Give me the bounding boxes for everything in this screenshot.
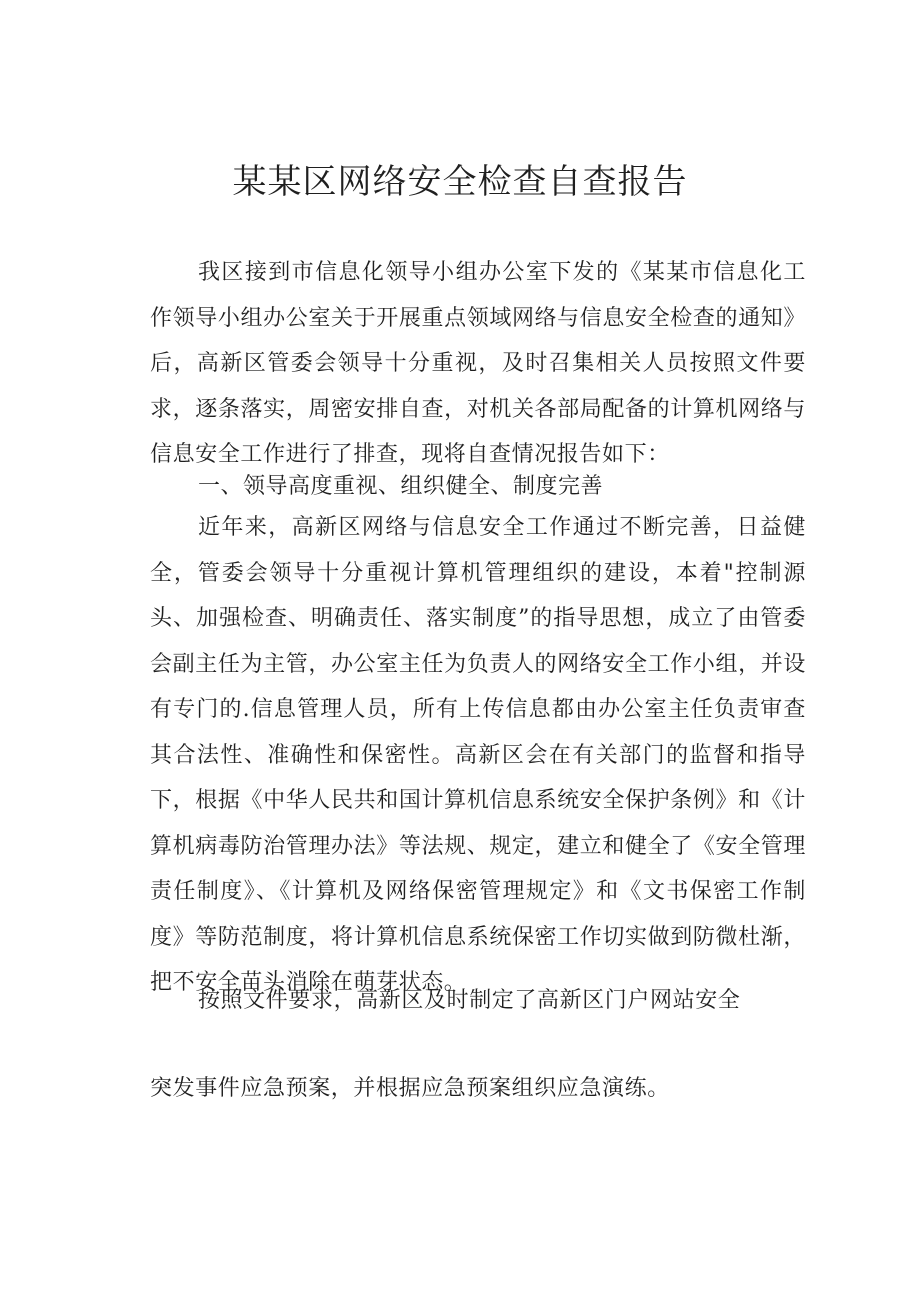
paragraph-emergency-plan-line-2: 突发事件应急预案，并根据应急预案组织应急演练。 [150, 1076, 670, 1101]
paragraph-emergency-plan-line-1: 按照文件要求，高新区及时制定了高新区门户网站安全 [198, 988, 741, 1013]
paragraph-intro: 我区接到市信息化领导小组办公室下发的《某某市信息化工作领导小组办公室关于开展重点领域网络与信息安全检查的通知》后，高新区管委会领导十分重视，及时召集相关人员按照文件要求，逐条落实，周密安排自查，对机关各部局配备的计算机网络与信息安全工作进行了排查，现将自查情况报告如下： [150, 260, 806, 467]
section-heading-1: 一、领导高度重视、组织健全、制度完善 [198, 474, 604, 499]
document-title: 某某区网络安全检查自查报告 [232, 162, 688, 202]
paragraph-section-1: 近年来，高新区网络与信息安全工作通过不断完善，日益健全，管委会领导十分重视计算机管理组织的建设，本着"控制源头、加强检查、明确责任、落实制度”的指导思想，成立了由管委会副主任为主管，办公室主任为负责人的网络安全工作小组，并设有专门的.信息管理人员，所有上传信息都由办公室主任负责审查其合法性、准确性和保密性。高新区会在有关部门的监督和指导下，根据《中华人民共和国计算机信息系统安全保护条例》和《计算机病毒防治管理办法》等法规、规定，建立和健全了《安全管理责任制度》、《计算机及网络保密管理规定》和《文书保密工作制度》等防范制度，将计算机信息系统保密工作切实做到防微杜渐，把不安全苗头消除在萌芽状态。 [150, 515, 806, 995]
